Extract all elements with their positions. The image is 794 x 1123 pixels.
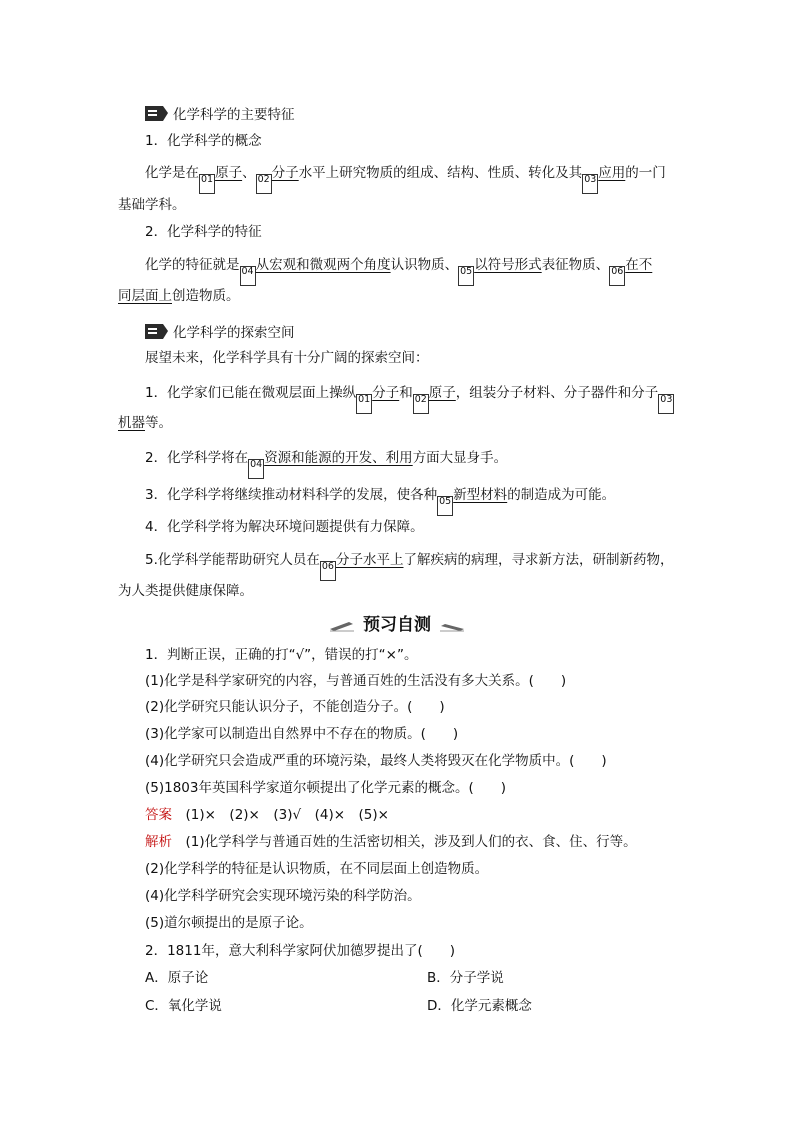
question-1-stem: 1．判断正误，正确的打“√”，错误的打“×”。 — [145, 647, 418, 663]
fill-answer: 应用 — [598, 165, 626, 181]
analysis-line — [145, 832, 637, 852]
blank-number-box: 01 — [356, 394, 372, 414]
blank-number-box: 06 — [609, 266, 625, 286]
blank-number-box: 01 — [199, 174, 215, 194]
pencil-icon — [329, 620, 355, 632]
feature-paragraph-line2: 同层面上创造物质。 — [118, 288, 240, 304]
section-marker-icon — [145, 324, 163, 339]
concept-paragraph-line1: 化学是在 01 原子、 02 分子水平上研究物质的组成、结构、性质、转化及其 03 应用的一门 — [145, 163, 666, 194]
exploration-item-1-line2: 机器等。 — [118, 415, 172, 431]
fill-answer: 分子 — [372, 385, 400, 401]
fill-answer: 分子水平上 — [335, 552, 404, 568]
answer-text: (1)× (2)× (3)√ (4)× (5)× — [185, 807, 389, 823]
exploration-item-3: 3．化学科学将继续推动材料科学的发展，使各种 05 新型材料的制造成为可能。 — [145, 485, 615, 516]
answer-line — [145, 805, 389, 825]
preview-title: 预习自测 — [363, 615, 431, 635]
subheading-concept: 1．化学科学的概念 — [145, 133, 262, 149]
blank-number-box: 05 — [458, 266, 474, 286]
section-title: 化学科学的主要特征 — [173, 107, 295, 123]
analysis-text: (5)道尔顿提出的是原子论。 — [145, 915, 313, 931]
option-a: A．原子论 — [145, 970, 209, 986]
fill-answer: 以符号形式 — [474, 257, 542, 273]
question-1-statement: (3)化学家可以制造出自然界中不存在的物质。( ) — [145, 726, 459, 742]
analysis-text: (2)化学科学的特征是认识物质，在不同层面上创造物质。 — [145, 861, 489, 877]
pencil-icon — [439, 620, 465, 632]
blank-number-box: 02 — [413, 394, 429, 414]
blank-number-box: 03 — [582, 174, 598, 194]
option-b: B．分子学说 — [427, 970, 504, 986]
answer-label: 答案 — [145, 807, 172, 823]
exploration-item-2: 2．化学科学将在 04 资源和能源的开发、利用方面大显身手。 — [145, 448, 507, 479]
fill-answer: 机器 — [118, 415, 145, 431]
exploration-item-4: 4．化学科学将为解决环境问题提供有力保障。 — [145, 519, 424, 535]
blank-number-box: 03 — [658, 394, 674, 414]
exploration-item-5-line2: 为人类提供健康保障。 — [118, 583, 253, 599]
option-d: D．化学元素概念 — [427, 998, 532, 1014]
option-c: C．氧化学说 — [145, 998, 222, 1014]
blank-number-box: 04 — [240, 266, 256, 286]
blank-number-box: 02 — [256, 174, 272, 194]
section-heading-exploration — [145, 321, 295, 341]
exploration-item-1: 1．化学家们已能在微观层面上操纵 01 分子和 02 原子，组装分子材料、分子器件和分子 03 — [145, 383, 674, 414]
fill-answer: 在不 — [625, 257, 653, 273]
analysis-text: (1)化学科学与普通百姓的生活密切相关，涉及到人们的衣、食、住、行等。 — [185, 834, 637, 850]
fill-answer: 从宏观和微观两个角度 — [255, 257, 391, 273]
fill-answer: 分子 — [271, 165, 299, 181]
analysis-text: (4)化学科学研究会实现环境污染的科学防治。 — [145, 888, 421, 904]
analysis-label: 解析 — [145, 834, 172, 850]
feature-paragraph-line1: 化学的特征就是 04 从宏观和微观两个角度认识物质、 05 以符号形式表征物质、 06 在不 — [145, 255, 652, 286]
question-1-statement: (4)化学研究只会造成严重的环境污染，最终人类将毁灭在化学物质中。( ) — [145, 753, 607, 769]
section-heading-main-features — [145, 103, 295, 123]
question-1-statement: (2)化学研究只能认识分子，不能创造分子。( ) — [145, 699, 445, 715]
section-marker-icon — [145, 106, 163, 121]
preview-heading — [0, 610, 794, 635]
question-1-statement: (5)1803年英国科学家道尔顿提出了化学元素的概念。( ) — [145, 780, 507, 796]
subheading-features: 2．化学科学的特征 — [145, 224, 262, 240]
fill-answer: 同层面上 — [118, 288, 172, 304]
blank-number-box: 06 — [320, 561, 336, 581]
fill-answer: 原子 — [215, 165, 243, 181]
exploration-intro: 展望未来，化学科学具有十分广阔的探索空间： — [145, 350, 429, 366]
question-1-statement: (1)化学是科学家研究的内容，与普通百姓的生活没有多大关系。( ) — [145, 673, 567, 689]
fill-answer: 原子 — [428, 385, 456, 401]
blank-number-box: 05 — [437, 496, 453, 516]
fill-answer: 资源和能源的开发、利用 — [264, 450, 413, 466]
blank-number-box: 04 — [248, 459, 264, 479]
fill-answer: 新型材料 — [453, 487, 508, 503]
section-title: 化学科学的探索空间 — [173, 325, 295, 341]
question-2-stem: 2．1811年，意大利科学家阿伏加德罗提出了( ) — [145, 943, 455, 959]
concept-paragraph-line2: 基础学科。 — [118, 197, 186, 213]
exploration-item-5: 5.化学科学能帮助研究人员在 06 分子水平上了解疾病的病理，寻求新方法，研制新药物， — [145, 550, 673, 581]
